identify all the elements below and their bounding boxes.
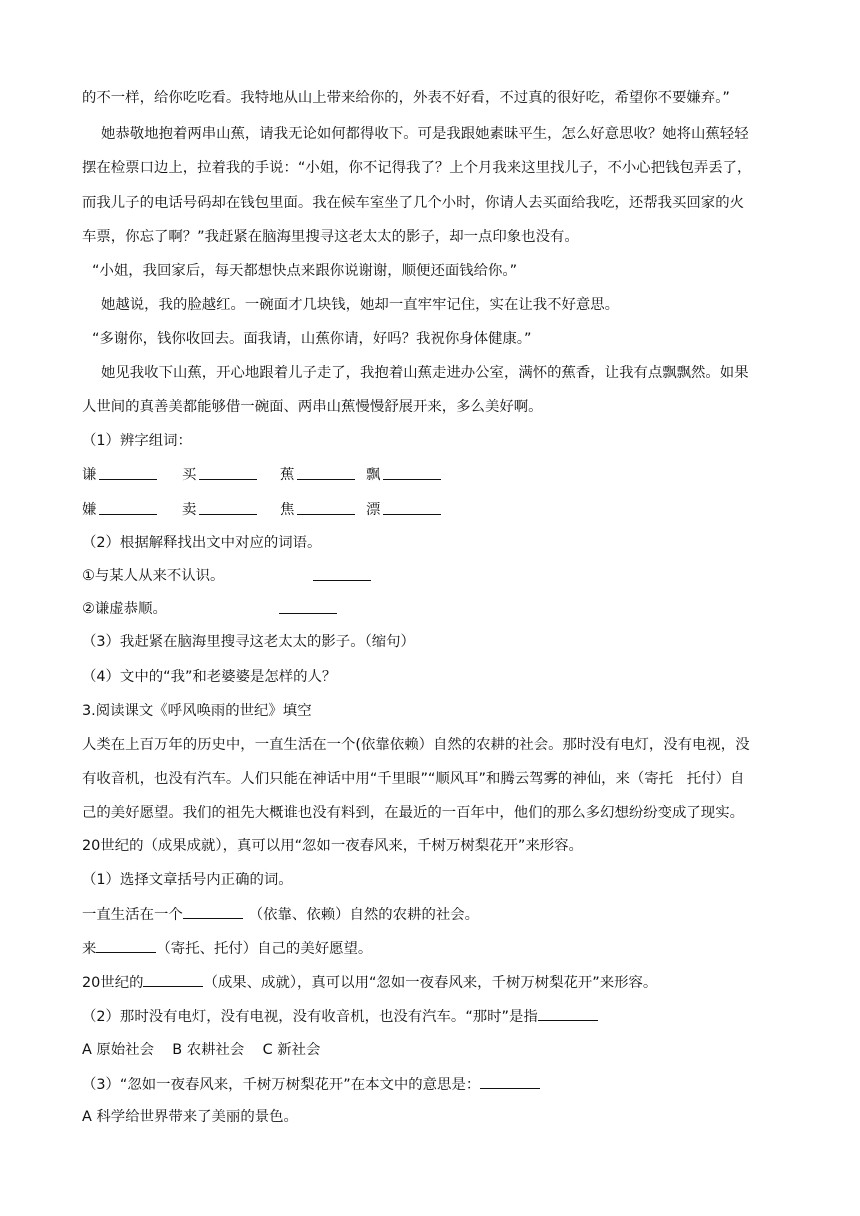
story-paragraph-4: 她越说，我的脸越红。一碗面才几块钱，她却一直牢牢记住，实在让我不好意思。 — [101, 297, 620, 313]
story-paragraph-2-line-1: 她恭敬地抱着两串山蕉，请我无论如何都得收下。可是我跟她素昧平生，怎么好意思收？她将山蕉轻轻 — [101, 126, 749, 142]
story-paragraph-2-line-4: 车票，你忘了啊？”我赶紧在脑海里搜寻这老太太的影子，却一点印象也没有。 — [82, 229, 579, 245]
char-xian: 嫌 — [82, 502, 97, 518]
story-paragraph-3: “小姐，我回家后，每天都想快点来跟你说谢谢，顺便还面钱给你。” — [92, 263, 518, 279]
fill-blank[interactable] — [199, 465, 257, 480]
question-4-label: （4）文中的“我”和老婆婆是怎样的人？ — [82, 669, 337, 685]
story-paragraph-6-line-2: 人世间的真善美都能够借一碗面、两串山蕉慢慢舒展开来，多么美好啊。 — [82, 399, 543, 415]
fill-blank-1[interactable] — [183, 904, 243, 919]
answer-blank-1[interactable] — [313, 566, 371, 581]
section-3-question-2-label: （2）那时没有电灯，没有电视，没有收音机，也没有汽车。“那时”是指 — [82, 1009, 538, 1025]
fill-blank[interactable] — [383, 465, 441, 480]
section-3-question-3-option-a: A 科学给世界带来了美丽的景色。 — [82, 1109, 298, 1125]
section-3-paragraph-line-3: 己的美好愿望。我们的祖先大概谁也没有料到，在最近的一百年中，他们的那么多幻想纷纷变成了现实。 — [82, 805, 744, 821]
char-jiao-burnt: 焦 — [280, 502, 295, 518]
section-3-question-2 — [82, 1006, 598, 1027]
question-2-label: （2）根据解释找出文中对应的词语。 — [82, 535, 322, 551]
section-3-title: 3.阅读课文《呼风唤雨的世纪》填空 — [82, 703, 312, 719]
answer-blank-q3[interactable] — [480, 1074, 540, 1089]
char-jiao: 蕉 — [280, 467, 295, 483]
fill-blank[interactable] — [99, 465, 157, 480]
story-paragraph-6-line-1: 她见我收下山蕉，开心地跟着儿子走了，我抱着山蕉走进办公室，满怀的蕉香，让我有点飘飘然。如果 — [101, 365, 749, 381]
section-3-paragraph-line-4: 20世纪的（成果成就），真可以用“忽如一夜春风来，千树万树梨花开”来形容。 — [82, 838, 583, 854]
fill-blank-3[interactable] — [143, 972, 203, 987]
fill-sentence-3 — [82, 972, 657, 993]
fill-sentence-1 — [82, 904, 479, 925]
question-1-label: （1）辨字组词： — [82, 433, 192, 449]
definition-2: ②谦虚恭顺。 — [82, 601, 167, 617]
fill-blank[interactable] — [297, 465, 355, 480]
fill-blank-2[interactable] — [96, 938, 156, 953]
fill-blank[interactable] — [99, 500, 157, 515]
question-3-label: （3）我赶紧在脑海里搜寻这老太太的影子。（缩句） — [82, 634, 415, 650]
answer-blank-2[interactable] — [279, 599, 337, 614]
fill-sentence-2-end: （寄托、托付）自己的美好愿望。 — [156, 941, 373, 957]
story-paragraph-1-end: 的不一样，给你吃吃看。我特地从山上带来给你的，外表不好看，不过真的很好吃，希望你不要嫌弃。” — [82, 90, 730, 106]
section-3-paragraph-line-2: 有收音机，也没有汽车。人们只能在神话中用“千里眼”“顺风耳”和腾云驾雾的神仙，来（寄托 托付）自 — [82, 771, 745, 787]
section-3-question-2-options: A 原始社会 B 农耕社会 C 新社会 — [82, 1042, 321, 1058]
fill-sentence-3-end: （成果、成就），真可以用“忽如一夜春风来，千树万树梨花开”来形容。 — [203, 975, 658, 991]
fill-sentence-2-start: 来 — [82, 941, 97, 957]
fill-blank[interactable] — [383, 500, 441, 515]
char-mai-sell: 卖 — [182, 502, 197, 518]
fill-sentence-1-start: 一直生活在一个 — [82, 907, 183, 923]
char-piao: 飘 — [366, 467, 381, 483]
fill-blank[interactable] — [297, 500, 355, 515]
story-paragraph-2-line-2: 摆在检票口边上，拉着我的手说：“小姐，你不记得我了？上个月我来这里找儿子，不小心把钱包弄丢了， — [82, 160, 752, 176]
section-3-question-1-label: （1）选择文章括号内正确的词。 — [82, 872, 293, 888]
answer-blank-q2[interactable] — [538, 1006, 598, 1021]
char-mai: 买 — [182, 467, 197, 483]
section-3-question-3-label: （3）“忽如一夜春风来，千树万树梨花开”在本文中的意思是： — [82, 1077, 481, 1093]
story-paragraph-2-line-3: 而我儿子的电话号码却在钱包里面。我在候车室坐了几个小时，你请人去买面给我吃，还帮我买回家的火 — [82, 195, 744, 211]
fill-blank[interactable] — [199, 500, 257, 515]
definition-1: ①与某人从来不认识。 — [82, 568, 225, 584]
section-3-question-3 — [82, 1074, 540, 1095]
fill-sentence-2 — [82, 938, 372, 959]
story-paragraph-5: “多谢你，钱你收回去。面我请，山蕉你请，好吗？我祝你身体健康。” — [92, 331, 532, 347]
fill-sentence-1-end: （依靠、依赖）自然的农耕的社会。 — [248, 907, 480, 923]
char-piao-float: 漂 — [366, 502, 381, 518]
section-3-paragraph-line-1: 人类在上百万年的历史中，一直生活在一个(依靠依赖）自然的农耕的社会。那时没有电灯，没有电视，没 — [82, 737, 750, 753]
fill-sentence-3-start: 20世纪的 — [82, 975, 144, 991]
char-qian: 谦 — [82, 467, 97, 483]
